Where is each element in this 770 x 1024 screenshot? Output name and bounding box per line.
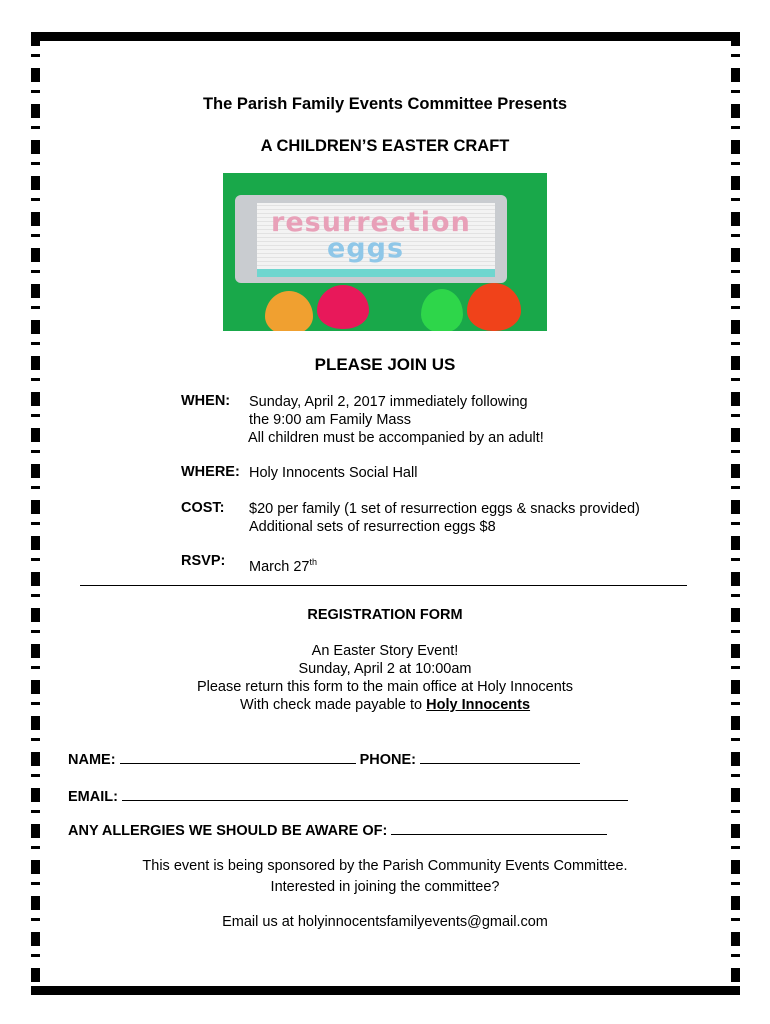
payee-name: Holy Innocents	[426, 697, 531, 713]
rsvp-date-suffix: th	[309, 557, 317, 567]
easter-craft-photo	[223, 173, 547, 331]
when-line-1: Sunday, April 2, 2017 immediately following	[249, 394, 528, 410]
name-input-line[interactable]	[120, 750, 356, 764]
where-label: WHERE:	[181, 464, 240, 480]
page-border-bottom	[31, 986, 740, 995]
name-label: NAME:	[68, 752, 116, 768]
when-line-3: All children must be accompanied by an adult!	[248, 430, 544, 446]
when-line-2: the 9:00 am Family Mass	[249, 412, 411, 428]
cost-line-2: Additional sets of resurrection eggs $8	[249, 519, 496, 535]
email-input-line[interactable]	[122, 787, 628, 801]
pink-egg	[317, 285, 369, 329]
footer-email-line: Email us at holyinnocentsfamilyevents@gmail.com	[222, 914, 548, 930]
photo-word-eggs: eggs	[327, 233, 405, 264]
allergies-input-line[interactable]	[391, 821, 607, 835]
presents-heading: The Parish Family Events Committee Presents	[202, 95, 568, 113]
cost-value	[249, 500, 640, 536]
egg-carton	[235, 195, 507, 283]
name-field-row	[68, 750, 580, 768]
page-border-left	[31, 32, 40, 995]
photo-word-resurrection: resurrection	[271, 207, 471, 238]
form-line-1: An Easter Story Event!	[311, 643, 459, 659]
registration-form-title: REGISTRATION FORM	[307, 607, 463, 623]
when-label: WHEN:	[181, 393, 231, 409]
carton-label	[257, 203, 495, 277]
orange-egg	[265, 291, 313, 331]
phone-label: PHONE:	[359, 752, 416, 768]
green-egg	[421, 289, 463, 331]
page-border-top	[31, 32, 740, 41]
event-title: A CHILDREN’S EASTER CRAFT	[260, 137, 510, 155]
form-line-3: Please return this form to the main office at Holy Innocents	[196, 679, 574, 695]
rsvp-date: March 27	[249, 558, 310, 575]
section-divider	[80, 585, 687, 586]
allergies-label: ANY ALLERGIES WE SHOULD BE AWARE OF:	[68, 823, 388, 839]
where-value: Holy Innocents Social Hall	[249, 465, 418, 481]
email-label: EMAIL:	[68, 789, 118, 805]
when-value	[249, 393, 544, 447]
rsvp-label: RSVP:	[181, 553, 226, 569]
email-field-row	[68, 787, 628, 805]
cost-line-1: $20 per family (1 set of resurrection eggs & snacks provided)	[249, 501, 640, 517]
red-egg	[467, 283, 521, 331]
allergies-field-row	[68, 821, 607, 839]
phone-input-line[interactable]	[420, 750, 580, 764]
page-border-right	[731, 32, 740, 995]
cost-label: COST:	[181, 500, 225, 516]
payable-prefix: With check made payable to	[239, 697, 427, 713]
rsvp-value	[249, 553, 317, 576]
footer-line-1: This event is being sponsored by the Parish Community Events Committee.	[142, 858, 628, 874]
join-heading: PLEASE JOIN US	[314, 355, 456, 374]
form-line-4	[0, 696, 770, 714]
form-line-2: Sunday, April 2 at 10:00am	[298, 661, 472, 677]
footer-line-2: Interested in joining the committee?	[270, 879, 500, 895]
